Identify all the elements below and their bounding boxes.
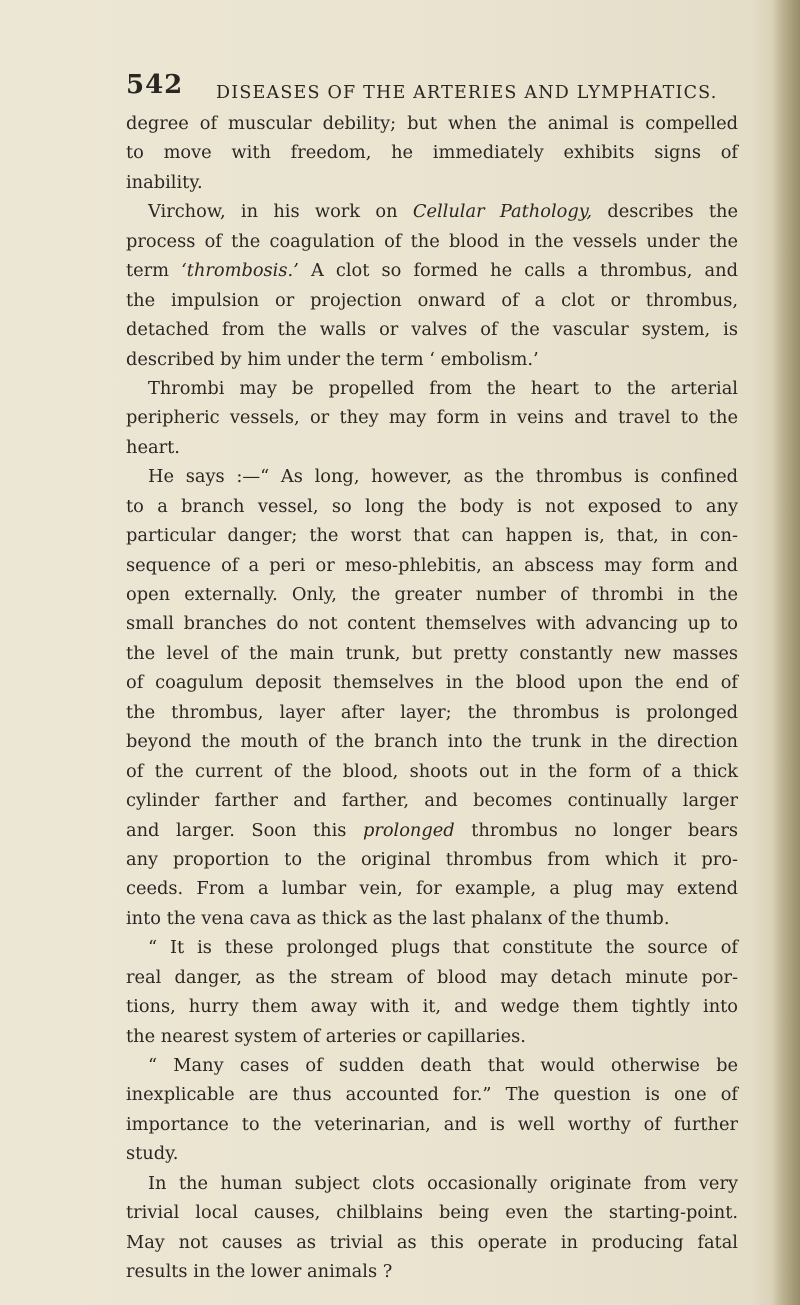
text-line: small branches do not content themselves with advancing up to	[126, 613, 738, 635]
text-line: cylinder farther and farther, and becomes continually larger	[126, 790, 738, 812]
text-line: detached from the walls or valves of the vascular system, is	[126, 319, 738, 341]
text-line: May not causes as trivial as this operate in producing fatal	[126, 1231, 738, 1253]
text-line: open externally. Only, the greater number of thrombi in the	[126, 584, 738, 605]
text-line: described by him under the term ‘ embolism.’	[126, 348, 539, 370]
text-line: to a branch vessel, so long the body is not exposed to any	[126, 495, 738, 517]
text-line: to move with freedom, he immediately exhibits signs of	[126, 142, 738, 164]
text-line: peripheric vessels, or they may form in veins and travel to the	[126, 407, 738, 429]
text-line: importance to the veterinarian, and is well worthy of further	[126, 1113, 738, 1135]
term-prolonged: prolonged	[362, 819, 455, 841]
term-thrombosis: ‘thrombosis.’	[181, 260, 299, 282]
text-line: tions, hurry them away with it, and wedge them tightly into	[126, 996, 738, 1018]
page-header	[126, 70, 736, 110]
text-line: into the vena cava as thick as the last phalanx of the thumb.	[126, 907, 670, 929]
text-line: He says :—“ As long, however, as the thrombus is confined	[148, 466, 738, 488]
text-segment: Virchow, in his work on	[148, 201, 398, 223]
text-line: inability.	[126, 171, 203, 193]
text-segment: term	[126, 260, 170, 282]
text-line: the level of the main trunk, but pretty constantly new masses	[126, 642, 738, 664]
text-line: inexplicable are thus accounted for.” The question is one of	[126, 1084, 738, 1106]
text-line	[126, 816, 738, 845]
text-line: sequence of a peri or meso-phlebitis, an abscess may form and	[126, 554, 738, 576]
book-title: Cellular Pathology,	[412, 201, 593, 223]
text-line: trivial local causes, chilblains being even the starting-point.	[126, 1202, 738, 1224]
text-line: “ It is these prolonged plugs that constitute the source of	[148, 937, 738, 959]
text-line: results in the lower animals ?	[126, 1261, 393, 1283]
text-line	[126, 197, 738, 226]
page-edge-shadow	[772, 0, 800, 1305]
text-segment: and larger. Soon this	[126, 819, 347, 841]
running-head: DISEASES OF THE ARTERIES AND LYMPHATICS.	[216, 83, 718, 103]
text-line: degree of muscular debility; but when the animal is compelled	[126, 113, 738, 134]
text-line: real danger, as the stream of blood may detach minute por-	[126, 966, 738, 988]
text-line: of the current of the blood, shoots out in the form of a thick	[126, 760, 738, 782]
text-line: In the human subject clots occasionally originate from very	[148, 1172, 738, 1194]
text-line: “ Many cases of sudden death that would otherwise be	[148, 1055, 738, 1076]
text-line	[126, 256, 738, 285]
text-segment: thrombus no longer bears	[471, 819, 738, 841]
text-line: the nearest system of arteries or capillaries.	[126, 1025, 526, 1047]
text-line: of coagulum deposit themselves in the blood upon the end of	[126, 672, 738, 694]
text-line: Thrombi may be propelled from the heart to the arterial	[148, 377, 738, 399]
text-segment: A clot so formed he calls a thrombus, and	[310, 260, 738, 282]
page-number: 542	[126, 70, 184, 100]
text-line: any proportion to the original thrombus from which it pro-	[126, 848, 738, 870]
text-line: ceeds. From a lumbar vein, for example, a plug may extend	[126, 878, 738, 900]
text-line: study.	[126, 1143, 179, 1165]
text-line: particular danger; the worst that can happen is, that, in con-	[126, 525, 738, 547]
text-line: heart.	[126, 436, 180, 458]
text-segment: describes the	[607, 201, 738, 223]
text-line: the thrombus, layer after layer; the thrombus is prolonged	[126, 701, 738, 723]
text-line: the impulsion or projection onward of a clot or thrombus,	[126, 289, 738, 311]
text-line: process of the coagulation of the blood in the vessels under the	[126, 230, 738, 252]
text-line: beyond the mouth of the branch into the trunk in the direction	[126, 731, 738, 753]
body-text	[126, 109, 738, 1287]
